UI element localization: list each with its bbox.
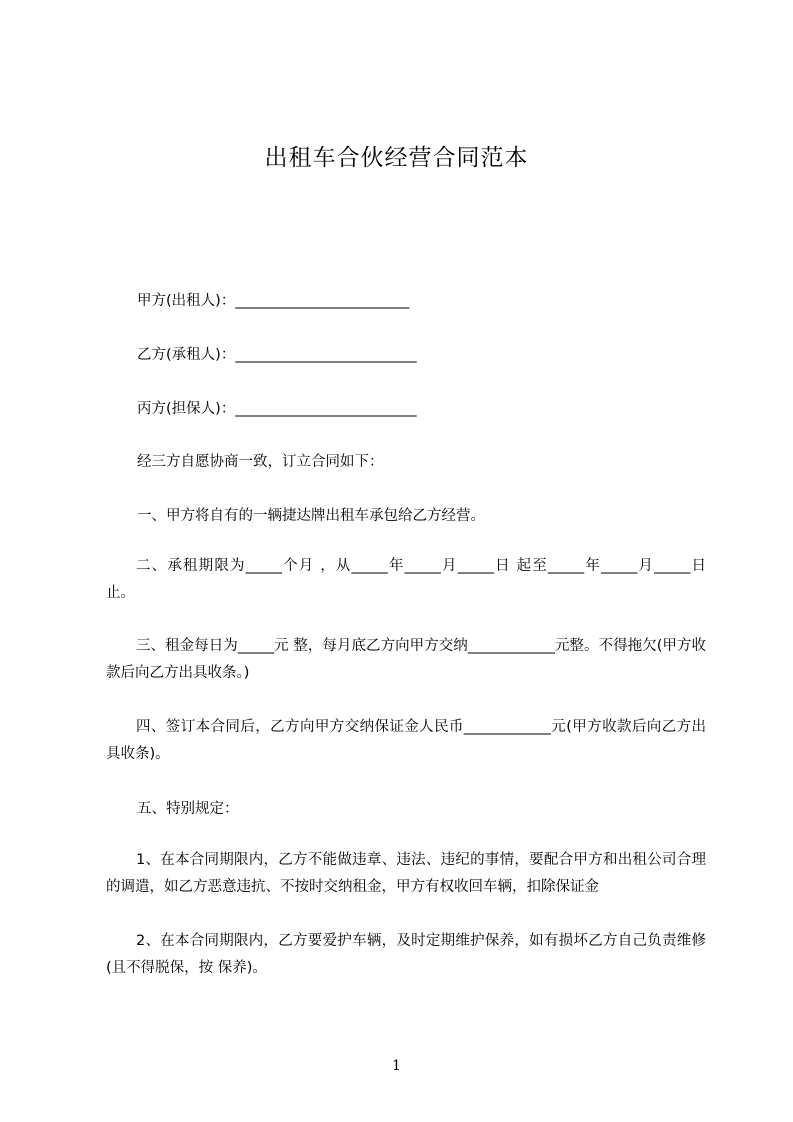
special-provision-1: 1、在本合同期限内，乙方不能做违章、违法、违纪的事情，要配合甲方和出租公司合理的调遣，如乙方恶意违抗、不按时交纳租金，甲方有权收回车辆，扣除保证金 (106, 852, 706, 895)
document-title: 出租车合伙经营合同范本 (264, 145, 529, 171)
party-c-line: 丙方(担保人)：_________________________ (137, 401, 417, 417)
page-number: 1 (392, 1058, 401, 1074)
special-provision-2: 2、在本合同期限内，乙方要爱护车辆，及时定期维护保养，如有损坏乙方自己负责维修(且不得脱保，按 保养)。 (106, 933, 706, 976)
clause-4: 四、签订本合同后，乙方向甲方交纳保证金人民币____________元(甲方收款后向乙方出具收条)。 (106, 719, 706, 762)
clause-1: 一、甲方将自有的一辆捷达牌出租车承包给乙方经营。 (137, 508, 485, 524)
clause-2: 二、承租期限为_____个月 ，从_____年_____月_____日 起至_____年_____月_____日 止。 (106, 558, 706, 601)
clause-5-heading: 五、特别规定： (137, 801, 239, 817)
intro-text: 经三方自愿协商一致，订立合同如下： (137, 454, 384, 470)
party-a-line: 甲方(出租人)：________________________ (137, 293, 410, 309)
party-b-line: 乙方(承租人)：_________________________ (137, 347, 417, 363)
clause-3: 三、租金每日为_____元 整，每月底乙方向甲方交纳____________元整。不得拖欠(甲方收款后向乙方出具收条。) (106, 638, 706, 681)
